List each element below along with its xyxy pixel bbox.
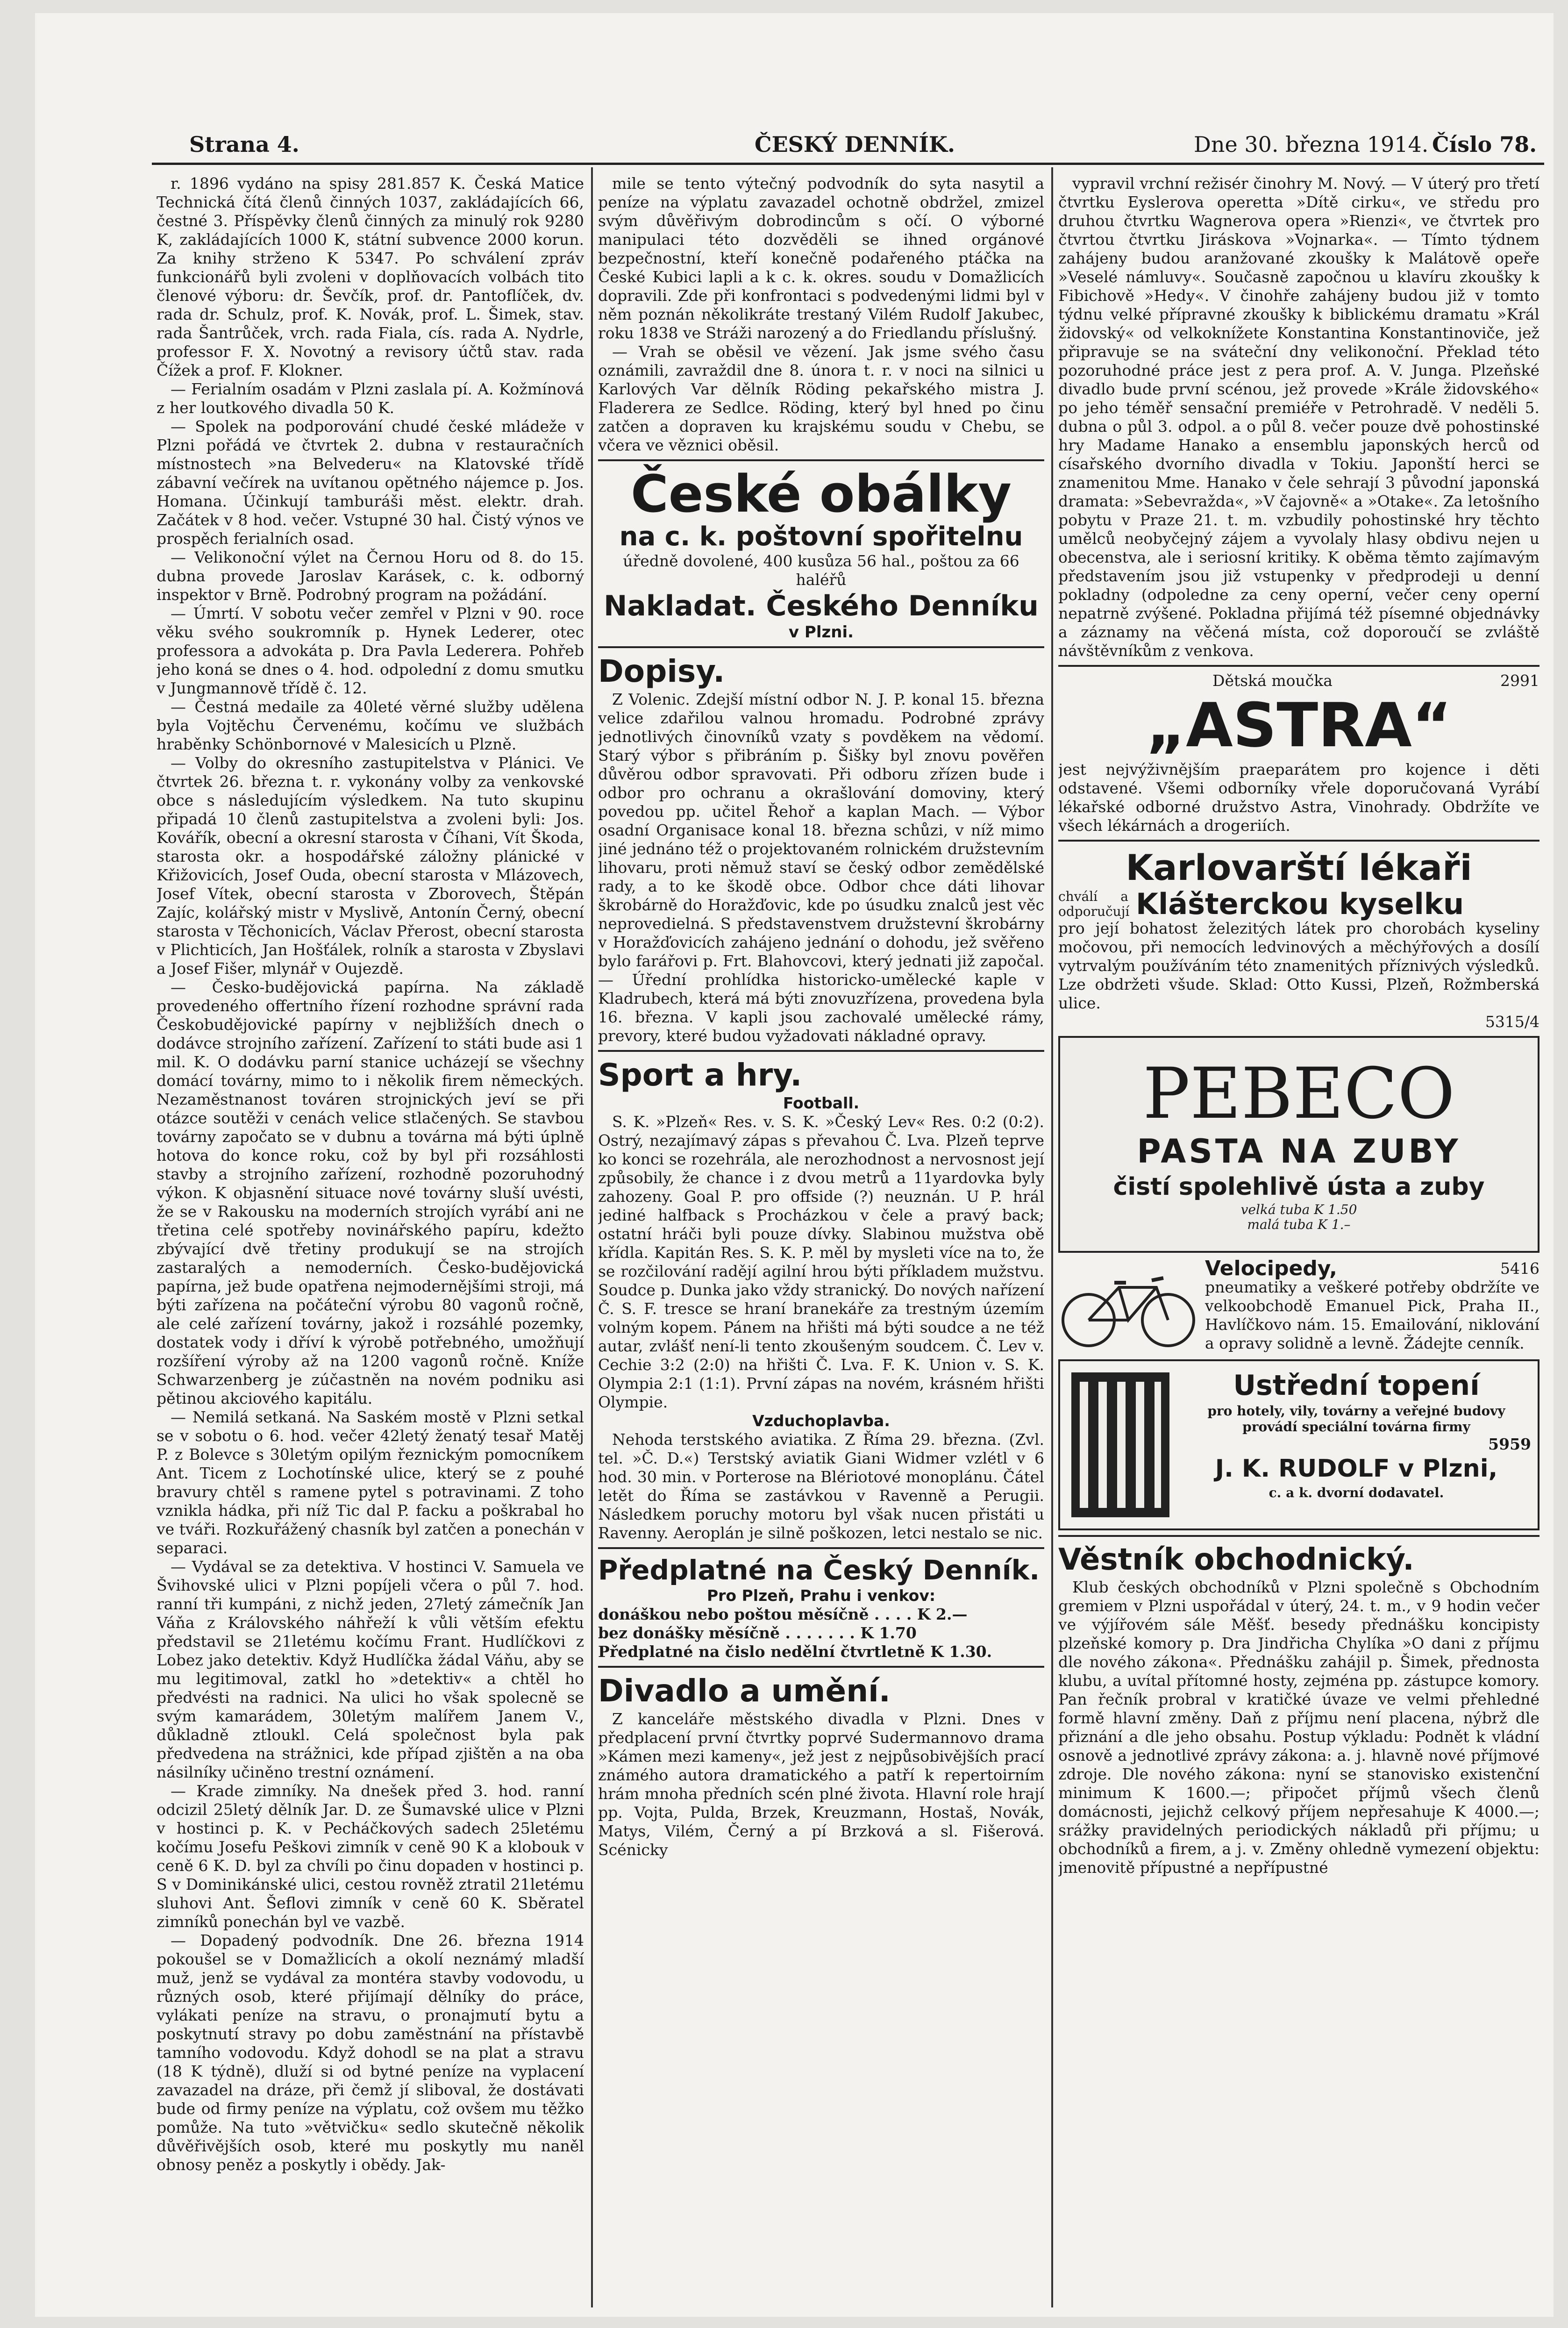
ad-astra-num: 2991 — [1500, 671, 1539, 690]
article: S. K. »Plzeň« Res. v. S. K. »Český Lev« Res. 0:2 (0:2). Ostrý, nezajímavý zápas s převahou Č. Lva. Plzeň teprve ko konci se rozehrála, ale nerozhodnost a nervosnost její způsobily, že chance i z dvou metrů a 11yardovka byly zahozeny. Goal P. pro offside (?) neuznán. U P. hrál jediné halfback s Procházkou v čele a pravý back; ostatní hráči byli pouze dívky. Slabinou mužstva obě křídla. Kapitán Res. S. K. P. měl by mysleti více na to, že se rozčilování radějí agilní hrou býti příkladem mužstvu. Soudce p. Dunka jako vždy stranický. Do nových nařízení Č. S. F. tresce se hraní branekáře za trestným územím volným kopem. Pánem na hřišti má býti soudce a ne též autar, zvlášť není-li tento zkoušeným soudcem. Č. Lev v. Cechie 3:2 (2:0) na hřišti Č. Lva. F. K. Union v. S. K. Olympia 2:1 (1:1). První zápas na novém, krásném hřišti Olympie. — [598, 1113, 1044, 1411]
ad-obalky-text: úředně dovolené, 400 kusůza 56 hal., poštou za 66 haléřů — [623, 552, 1019, 589]
article: — Krade zimníky. Na dnešek před 3. hod. ranní odcizil 25letý dělník Jar. D. ze Šumavské ulice v Plzni v hostinci p. K. v Pecháčkových sadech 25letému kočímu Josefu Peškovi zimník v ceně 90 K a klobouk v ceně 6 K. D. byl za chvíli po činu dopaden v hostinci p. S v Dominikánské ulici, cestou rovněž ztratil 21letému sluhovi Ant. Šeflovi zimník v ceně 60 K. Sběratel zimníků ponechán byl ve vazbě. — [157, 1782, 584, 1931]
ad-obalky-sub: na c. k. poštovní spořitelnu — [619, 521, 1023, 552]
ad-astra — [1058, 671, 1539, 835]
predplatne-row: Předplatné na čislo nedělní čtvrtletně K 1.30. — [598, 1642, 992, 1661]
ad-karlovarsti-brand: Klášterckou kyselku — [1136, 887, 1464, 921]
ad-obalky-footer2: v Plzni. — [788, 623, 854, 642]
ad-topeni-num: 5959 — [1488, 1435, 1531, 1453]
masthead-title: ČESKÝ DENNÍK. — [755, 132, 955, 157]
article: — Velikonoční výlet na Černou Horu od 8. do 15. dubna provede Jaroslav Karásek, c. k. odborný inspektor v Brně. Podrobný program na požádání. — [157, 548, 584, 604]
article: — Vydával se za detektiva. V hostinci V. Samuela ve Švihovské ulici v Plzni popíjeli včera o půl 7. hod. ranní tři kumpáni, z nichž jeden, 27letý zámečník Jan Váňa z Královského náhřeží k vůli větším efektu představil se 21letému kočímu Frant. Hudlíčkovi z Lobez jako detektiv. Když Hudlíčka žádal Váňu, aby se mu legitimoval, zatkl ho »detektiv« a chtěl ho předvésti na radnici. Na ulici ho však spolecně se svým kamarádem, 30letým malířem Janem V., důkladně ztloukl. Celá společnost byla pak předvedena na strážnici, kde případ zjištěn a na oba násilníky učiněno trestní oznámení. — [157, 1557, 584, 1781]
article: Z Volenic. Zdejší místní odbor N. J. P. konal 15. března velice zdařilou valnou hromadu. Podrobné zprávy jednotlivých činovníků vzaty s povděkem na vědomí. Starý výbor s přibráním p. Šišky byl znovu pověřen důvěrou odbor spravovati. Při odboru zřízen bude i odbor pro ochranu a okrašlování domoviny, který povedou pp. učitel Řehoř a kaplan Mach. — Výbor osadní Organisace konal 18. března schůzi, v níž mimo jiné jednáno též o projektovaném rolnickém družstevním lihovaru, proti němuž staví se český odbor zemědělské rady, a to ke škodě obce. Odbor chce dáti lihovar škrobárně do Horažďovic, kde po úsudku znalců jest věc neprovedielná. S představenstvem družstevní škrobárny v Horažďovicích zahájeno jednání o dohodu, jež svěřeno bylo farářovi p. Frt. Blahovcovi, který jednati již započal. — Úřední prohlídka historicko-umělecké kaple v Kladrubech, která má býti znovuzřízena, provedena byla 16. března. V kapli jsou zachovalé umělecké rámy, prevory, které budou vyžadovati nákladné opravy. — [598, 690, 1044, 1045]
predplatne-sub: Pro Plzeň, Prahu i venkov: — [706, 1586, 936, 1605]
article: Klub českých obchodníků v Plzni společně s Obchodním gremiem v Plzni uspořádal v úterý, 24. t. m., v 9 hodin večer ve výjířovém sále Měšť. besedy přednášku koncipisty plzeňské komory p. Dra Jindřicha Chylíka »O dani z příjmu dle nového zákona«. Přednášku zahájil p. Šimek, přednosta klubu, a uvítal přítomné hosty, zejména pp. zástupce komory. Pan řečník probral v kratičké úvaze ve velmi přehledné formě hlavní změny. Daň z příjmu není placena, nýbrž dle přiznání a dle jeho obsahu. Postup výkladu: Podnět k vládní osnově a jednotlivé zprávy zákona: a. j. hlavně nové příjmové zdroje. Dle nového zákona: nyní se stanovisko existenční minimum K 1600.—; připočet příjmů všech členů domácnosti, jejichž celkový příjem nepřesahuje K 4000.—; srážky pravidelných periodických nákladů při příjmu; u obchodníků a firem, a j. v. Změny ohledně vymezení objektu: jmenovitě přípustné a nepřípustné — [1058, 1578, 1539, 1877]
ad-karlovarsti-text: pro její bohatost železitých látek pro chorobách kyseliny močovou, při nemocích ledvinových a měchýřových a dosílí vytrvalým používáním této znamenitých příznivých výsledků. Lze obdržeti všude. Sklad: Otto Kussi, Plzeň, Rožmberská ulice. — [1058, 919, 1539, 1012]
ad-obalky-title: České obálky — [630, 464, 1012, 524]
column-2 — [598, 174, 1044, 2305]
article: — Vrah se oběsil ve vězení. Jak jsme svého času oznámili, zavraždil dne 8. února t. r. v noci na silnici u Karlových Var dělník Röding pekařského mistra J. Fladerera ze Sedlce. Röding, který byl hned po činu zatčen a dopraven ku krajskému soudu v Chebu, se včera ve věznici oběsil. — [598, 343, 1044, 454]
section-heading-dopisy: Dopisy. — [598, 653, 725, 689]
article: — Dopadený podvodník. Dne 26. března 1914 pokoušel se v Domažlicích a okolí neznámý mladší muž, jenž se vydával za montéra stavby vodovodu, u různých osob, které přijímají dělníky do práce, vylákati peníze na stravu, o pronajmutí bytu a poskytnutí stravy po dobu zaměstnání na přístavbě tamního vodovodu. Když dohodl se na plat a stravu (18 K týdně), dluží si od bytné peníze na vyplacení zavazadel na dráze, při čemž jí sliboval, že dostávati bude od firmy peníze na výplatu, což ovšem mu těžko pomůže. Na tuto »větvičku« sedlo skutečně několik důvěřivějších osob, které mu poskytly mu naněl obnosy peněz a poskytly i obědy. Jak- — [157, 1931, 584, 2174]
ad-pebeco-sub2: čistí spolehlivě ústa a zuby — [1113, 1173, 1485, 1201]
ad-velocipedy-text: pneumatiky a veškeré potřeby obdržíte ve velkoobchodě Emanuel Pick, Praha II., Havlíčkovo nám. 15. Emailování, niklování a opravy solidně a levně. Žádejte cenník. — [1205, 1278, 1539, 1352]
page-number: Strana 4. — [189, 132, 299, 157]
article: vypravil vrchní režisér činohry M. Nový. — V úterý pro třetí čtvrtku Eyslerova operetta »Dítě cirku«, ve středu pro druhou čtvrtku Wagnerova opera »Rienzi«, ve čtvrtek pro čtvrtou čtvrtku Jiráskova »Vojnarka«. — Tímto týdnem zahájeny budou aranžované zkoušky k Malátově opeře »Veselé námluvy«. Současně započnou u klavíru zkoušky k Fibichově »Hedy«. V činohře zahájeny budou již v tomto týdnu velké přípravné zkoušky k biblickému dramatu »Král židovský« od velkoknížete Konstantina Konstantinoviče, jež připravuje se na sváteční dny velikonoční. Překlad této pozoruhodné práce jest z pera prof. A. V. Junga. Plzeňské divadlo bude první scénou, jež provede »Krále židovského« po jeho téměř sensační premiéře v Petrohradě. V neděli 5. dubna o půl 3. odpol. a o půl 8. večer pouze dvě pohostinské hry Madame Hanako a ensemblu japonských herců od císařského dvorního divadla v Tokiu. Japonští herci se znamenitou Mme. Hanako v čele sehrají 3 původní japonská dramata: »Sebevražda«, »V čajovně« a »Otake«. Za letošního pobytu v Praze 21. t. m. vzbudily pohostinské hry těchto umělců neobyčejný zájem a vyvolaly hlasy obdivu nejen u obecenstva, ale i seriosní kritiky. K oběma těmto zajímavým představením jsou již vstupenky v předprodeji u denní pokladny (odpoledne za ceny operní, večer ceny operní nepatrně zvýšené. Pokladna přijímá též písemné objednávky a záznamy na věčená místa, což doporoučí se zvláště návštěvníkům z venkova. — [1058, 174, 1539, 660]
predplatne-row: bez donášky měsíčně . . . . . . . K 1.70 — [598, 1624, 917, 1642]
article: — Česko-budějovická papírna. Na základě provedeného offertního řízení rozhodne správní rada Českobudějovické papírny v nejbližších dnech o dodávce strojního zařízení. Zařízení to státi bude asi 1 mil. K. O dodávku parní stanice ucházejí se všechny domácí továrny, mimo to i několik firem německých. Nezaměstnanost továren strojnických jeví se při otázce soutěži v cenách velice stlačených. Se stavbou továrny započato se v dubnu a továrna má býti úplně hotova do konce roku, což by byl při rozsáhlosti stavby a strojního zařízení, rozhodně pozoruhodný výkon. K objasnění situace nové továrny sluší uvésti, že se v Rakousku na moderních strojích vyrábí ani ne třetina celé spotřeby novinářského papíru, kdežto zbývající dvě třetiny produkují se na strojích zastaralých a nemoderních. Česko-budějovická papírna, jež bude opatřena nejmodernějšími stroji, má býti zařízena na počáteční výrobu 80 vagonů ročně, ale celé zařízení továrny, jakož i rozsáhlé pozemky, dostatek vody i dříví k výrobě potřebného, umožňují rozšíření výroby až na 1200 vagonů ročně. Kníže Schwarzenberg je zúčastněn na novém podniku asi pětinou akciového kapitálu. — [157, 978, 584, 1407]
ad-pebeco-price: velká tuba K 1.50 — [1240, 1202, 1357, 1217]
issue-number: Číslo 78. — [1432, 132, 1537, 157]
ad-karlovarsti-title: Karlovarští lékaři — [1126, 847, 1472, 888]
article: — Nemilá setkaná. Na Saském mostě v Plzni setkal se v sobotu o 6. hod. večer 42letý ženatý tesař Matěj P. z Bolevce s 30letým opilým řeznickým pomocníkem Ant. Ticem z Lochotínské ulice, který se z pouhé bravury chtěl s ramene pytel s potravinami. Z toho vznikla hádka, při níž Tic dal P. facku a poškrabal ho ve tváři. Rozkuřážený chasník byl zatčen a ponechán v separaci. — [157, 1408, 584, 1557]
ad-astra-brand: „ASTRA“ — [1146, 690, 1452, 761]
article: — Spolek na podporování chudé české mládeže v Plzni pořádá ve čtvrtek 2. dubna v restauračních místnostech »na Belvederu« na Klatovské třídě zábavní večírek na uvítanou opětného nájemce p. Jos. Homana. Účinkují tamburáši měst. elektr. drah. Začátek v 8 hod. večer. Vstupné 30 hal. Čistý výnos ve prospěch ferialních osad. — [157, 417, 584, 548]
article: r. 1896 vydáno na spisy 281.857 K. Česká Matice Technická čítá členů činných 1037, zakládajících 66, čestné 3. Příspěvky členů činných za minulý rok 9280 K, zakládajících 1000 K, státní subvence 2000 korun. Za knihy strženo K 5347. Po schválení zpráv funkcionářů byli zvoleni v doplňovacích volbách tito členové výboru: dr. Ševčík, prof. dr. Pantoflíček, dv. rada dr. Schulz, prof. K. Novák, prof. L. Šimek, stav. rada Šantrůček, vrch. rada Fiala, cís. rada A. Nydrle, professor F. X. Novotný a revisory účtů stav. rada Čížek a prof. F. Klokner. — [157, 174, 584, 379]
radiator-icon — [1067, 1368, 1174, 1522]
ad-topeni-text: pro hotely, vily, továrny a veřejné budovy provádí speciální továrna firmy — [1207, 1403, 1505, 1435]
ad-velocipedy-title: Velocipedy, — [1205, 1257, 1337, 1280]
ad-topeni — [1058, 1359, 1539, 1530]
ad-karlovarsti — [1058, 846, 1539, 1031]
ad-velocipedy-num: 5416 — [1500, 1259, 1539, 1278]
page-header — [152, 125, 1544, 165]
predplatne-row: donáškou nebo poštou měsíčně . . . . K 2.— — [598, 1605, 968, 1623]
article: mile se tento výtečný podvodník do syta nasytil a peníze na výplatu zavazadel ochotně obdržel, zmizel svým důvěřivým dobrodincům s očí. O výborné manipulaci této dozvěděli se ihned orgánové bezpečnostní, kteří konečně podařeného ptáčka na České Kubici lapli a k c. k. okres. soudu v Domažlicích dopravili. Zde při konfrontaci s podvedenými lidmi byl v něm poznán několikráte trestaný Vilém Rudolf Jakubec, roku 1838 ve Stráži narozený a do Friedlandu příslušný. — [598, 174, 1044, 342]
ad-obalky-footer: Nakladat. Českého Denníku — [604, 590, 1039, 622]
column-rule — [1051, 167, 1053, 2307]
article: Z kanceláře městského divadla v Plzni. Dnes v předplacení první čtvrtky poprvé Sudermannovo drama »Kámen mezi kameny«, jež jest z nejpůsobivějších prací známého autora dramatického a patří k repertoirním hrám mnoha předních scén plné života. Hlavní role hrají pp. Vojta, Pulda, Brzek, Kreuzmann, Hostaš, Novák, Matys, Vilém, Černý a pí Brzková a sl. Fišerová. Scénicky — [598, 1710, 1044, 1859]
ad-pebeco-price: malá tuba K 1.– — [1247, 1217, 1351, 1232]
ad-topeni-firm2: c. a k. dvorní dodavatel. — [1269, 1485, 1444, 1500]
ad-karlovarsti-num: 5315/4 — [1485, 1013, 1539, 1031]
ad-karlovarsti-pre: chválí a odporučují — [1058, 889, 1130, 919]
issue-date: Dne 30. března 1914. — [1194, 132, 1429, 157]
newspaper-page — [35, 13, 1554, 2317]
ad-topeni-firm: J. K. RUDOLF v Plzni, — [1215, 1455, 1498, 1483]
section-heading-divadlo: Divadlo a umění. — [598, 1673, 891, 1709]
ad-obalky — [598, 466, 1044, 642]
ad-velocipedy — [1058, 1259, 1539, 1353]
article: — Volby do okresního zastupitelstva v Plánici. Ve čtvrtek 26. března t. r. vykonány volby za venkovské obce s následujícím výsledkem. Na tuto skupinu připadá 10 členů zastupitelstva a zvoleni byli: Jos. Kovářík, obecní a okresní starosta v Číhani, Vít Škoda, starosta okr. a hospodářské záložny plánické v Křižovicích, Josef Ouda, obecní starosta v Mlázovech, Josef Vítek, obecní starosta v Zborovech, Štěpán Zajíc, kolářský mistr v Myslivě, Antonín Černý, obecní starosta v Těchonicích, Václav Přerost, obecní starosta v Plichticích, Jan Hošťálek, rolník a starosta v Zbyslavi a Josef Fišer, mlynář v Oujezdě. — [157, 754, 584, 978]
ad-pebeco-brand: PEBECO — [1143, 1053, 1455, 1135]
section-heading-vestnik: Věstník obchodnický. — [1058, 1542, 1414, 1577]
ad-topeni-title: Ustřední topení — [1233, 1369, 1480, 1402]
section-heading-predplatne: Předplatné na Český Denník. — [598, 1554, 1040, 1586]
ad-pebeco — [1058, 1036, 1539, 1253]
column-3 — [1058, 174, 1539, 2305]
ad-pebeco-sub: PASTA NA ZUBY — [1137, 1132, 1461, 1171]
ad-astra-label: Dětská moučka — [1212, 671, 1333, 690]
bicycle-icon — [1058, 1259, 1198, 1353]
article: Nehoda terstského aviatika. Z Říma 29. března. (Zvl. tel. »Č. D.«) Terstský aviatik Giani Widmer vzlétl v 6 hod. 30 min. v Porterose na Blériotové monoplánu. Čátel letět do Říma se zastávkou v Ravenně a Perugii. Následkem poruchy motoru byl však nucen přistáti u Ravenny. Aeroplán je silně poškozen, letci nestalo se nic. — [598, 1430, 1044, 1542]
subheading-football: Football. — [783, 1094, 860, 1112]
ad-astra-text: jest nejvýživnějším praeparátem pro kojence i děti odstavené. Všemi odborníky vřele doporučovaná Vyrábí lékařské odborné družstvo Astra, Vinohrady. Obdržíte ve všech lékárnách a drogeriích. — [1058, 760, 1539, 835]
section-heading-sport: Sport a hry. — [598, 1057, 802, 1093]
article: — Úmrtí. V sobotu večer zemřel v Plzni v 90. roce věku svého soukromník p. Hynek Lederer, otec professora a advokáta p. Dra Pavla Lederera. Pohřeb jeho koná se dnes o 4. hod. odpolední z domu smutku v Jungmannově třídě č. 12. — [157, 604, 584, 697]
article: — Ferialním osadám v Plzni zaslala pí. A. Kožmínová z her loutkového divadla 50 K. — [157, 380, 584, 417]
article: — Čestná medaile za 40leté věrné služby udělena byla Vojtěchu Červenému, kočímu ve službách hraběnky Schönbornové v Malesicích u Plzně. — [157, 698, 584, 753]
subheading-vzduchoplavba: Vzduchoplavba. — [752, 1412, 890, 1430]
column-1 — [157, 174, 584, 2305]
column-rule — [591, 167, 593, 2307]
